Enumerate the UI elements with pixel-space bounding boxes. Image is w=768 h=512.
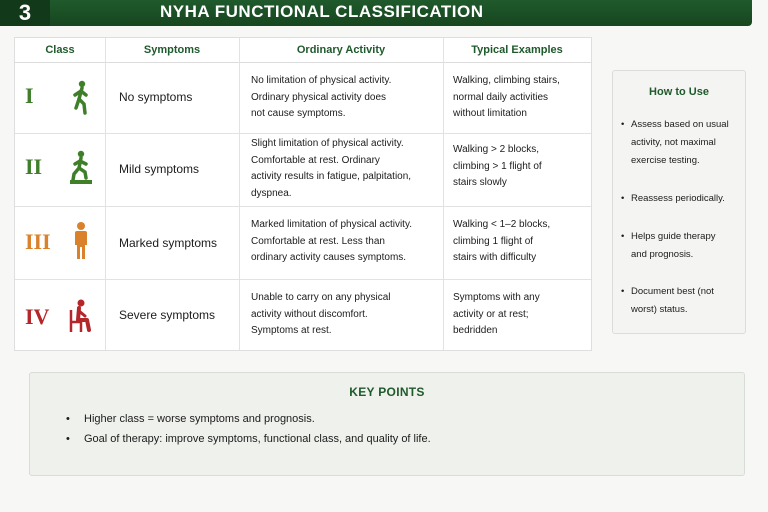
column-header-symptoms: Symptoms (143, 44, 201, 56)
typical-examples-cell: Walking > 2 blocks, climbing > 1 flight of stairs slowly (453, 144, 542, 188)
bullet-icon: • (66, 433, 70, 445)
bullet-icon: • (621, 193, 625, 204)
list-item: • Document best (not worst) status. (621, 283, 739, 319)
bullet-icon: • (621, 119, 625, 130)
column-header-class: Class (45, 44, 75, 56)
table-row (15, 63, 591, 134)
bullet-icon: • (66, 413, 70, 425)
key-points-title: KEY POINTS (349, 385, 425, 399)
how-to-use-panel (612, 70, 746, 334)
section-number-badge: 3 (0, 0, 50, 26)
column-header-activity: Ordinary Activity (296, 44, 386, 56)
ordinary-activity-cell: Marked limitation of physical activity. Comfortable at rest. Less than ordinary activity causes symptoms. (251, 219, 412, 263)
typical-examples-cell: Symptoms with any activity or at rest; bedridden (453, 292, 540, 336)
standing-person-icon (67, 221, 95, 257)
symptoms-label: Severe symptoms (119, 308, 216, 322)
ordinary-activity-cell: No limitation of physical activity. Ordinary physical activity does not cause symptoms. (251, 75, 392, 119)
ordinary-activity-cell: Unable to carry on any physical activity without discomfort. Symptoms at rest. (251, 292, 391, 336)
page-title: NYHA FUNCTIONAL CLASSIFICATION (160, 2, 484, 21)
column-header-examples: Typical Examples (471, 44, 563, 56)
title-bar (0, 0, 752, 26)
bullet-icon: • (621, 286, 625, 297)
typical-examples-cell: Walking < 1–2 blocks, climbing 1 flight of stairs with difficulty (453, 219, 551, 263)
list-item: • Assess based on usual activity, not maximal exercise testing. (621, 116, 739, 170)
table-row (15, 134, 591, 207)
list-item: • Higher class = worse symptoms and prognosis. (66, 413, 315, 425)
list-item: • Helps guide therapy and prognosis. (621, 228, 739, 264)
list-item: • Reassess periodically. (621, 190, 739, 208)
seated-person-icon (65, 298, 97, 334)
table-header (15, 38, 591, 63)
ordinary-activity-cell: Slight limitation of physical activity. Comfortable at rest. Ordinary activity results in fatigue, palpitation, dyspnea. (251, 138, 412, 199)
class-label: II (25, 154, 43, 179)
key-points-panel (29, 372, 745, 476)
symptoms-label: No symptoms (119, 90, 193, 104)
person-climbing-step-icon (67, 150, 95, 186)
table-row (15, 280, 591, 350)
symptoms-label: Mild symptoms (119, 162, 200, 176)
symptoms-label: Marked symptoms (119, 236, 218, 250)
class-label: III (25, 229, 51, 254)
walking-person-icon (67, 80, 95, 116)
class-label: IV (25, 304, 50, 329)
typical-examples-cell: Walking, climbing stairs, normal daily activities without limitation (453, 75, 560, 119)
bullet-icon: • (621, 231, 625, 242)
class-label: I (25, 83, 34, 108)
classification-table (14, 37, 592, 351)
how-to-use-title: How to Use (649, 86, 709, 98)
list-item: • Goal of therapy: improve symptoms, functional class, and quality of life. (66, 433, 431, 445)
table-row (15, 207, 591, 280)
